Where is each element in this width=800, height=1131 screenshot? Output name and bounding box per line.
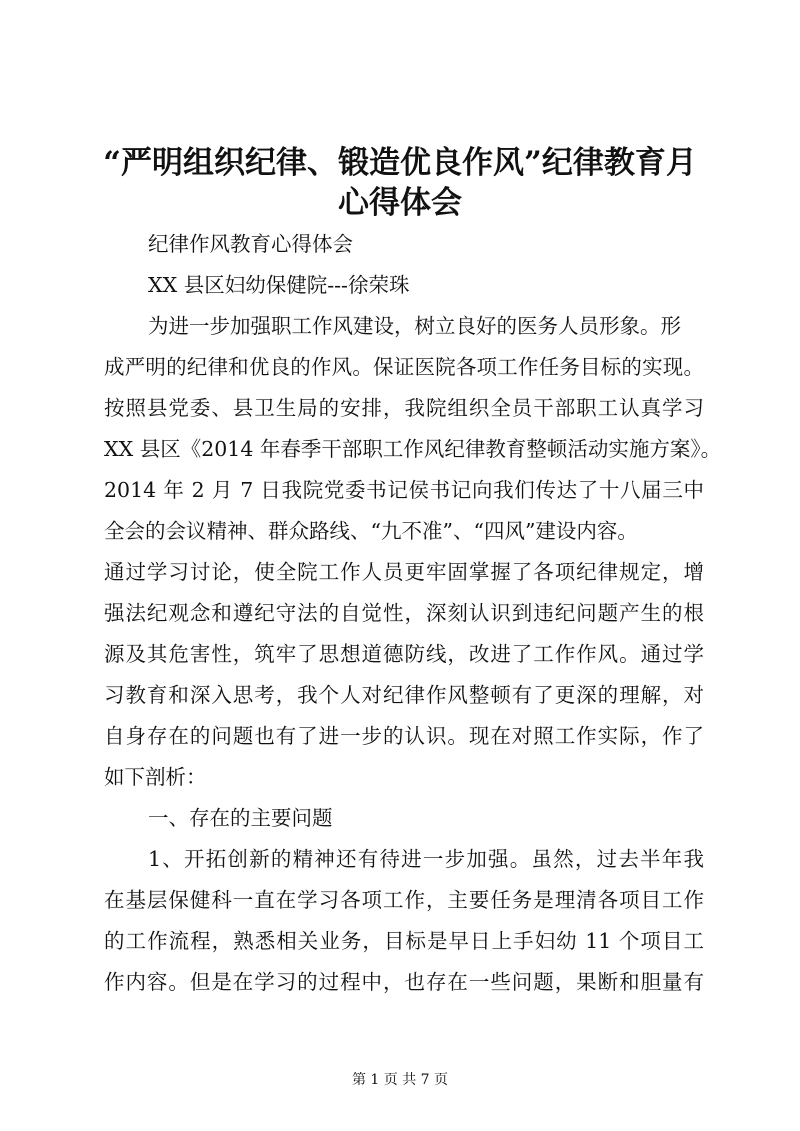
paragraph-1-line: 全会的会议精神、群众路线、“九不准”、“四风”建设内容。 bbox=[104, 519, 638, 543]
paragraph-1-line: 通过学习讨论，使全院工作人员更牢固掌握了各项纪律规定，增 bbox=[104, 560, 704, 584]
paragraph-1-line: 2014 年 2 月 7 日我院党委书记侯书记向我们传达了十八届三中 bbox=[104, 478, 704, 502]
paragraph-1-line: 自身存在的问题也有了进一步的认识。现在对照工作实际，作了 bbox=[104, 724, 704, 748]
author-line: XX 县区妇幼保健院---徐荣珠 bbox=[148, 273, 410, 297]
paragraph-1-line: 习教育和深入思考，我个人对纪律作风整顿有了更深的理解，对 bbox=[104, 683, 704, 707]
document-title-line-2: 心得体会 bbox=[338, 185, 462, 221]
paragraph-1-line: 按照县党委、县卫生局的安排，我院组织全员干部职工认真学习 bbox=[104, 396, 704, 420]
paragraph-1-line: 强法纪观念和遵纪守法的自觉性，深刻认识到违纪问题产生的根 bbox=[104, 601, 704, 625]
paragraph-1-line: 成严明的纪律和优良的作风。保证医院各项工作任务目标的实现。 bbox=[104, 355, 704, 379]
document-title-line-1: “严明组织纪律、锻造优良作风”纪律教育月 bbox=[103, 145, 697, 181]
paragraph-2-line: 在基层保健科一直在学习各项工作，主要任务是理清各项目工作 bbox=[104, 888, 704, 912]
paragraph-2-line: 作内容。但是在学习的过程中，也存在一些问题，果断和胆量有 bbox=[104, 970, 704, 994]
paragraph-1-line: 源及其危害性，筑牢了思想道德防线，改进了工作作风。通过学 bbox=[104, 642, 704, 666]
subtitle: 纪律作风教育心得体会 bbox=[148, 232, 353, 256]
paragraph-1-line: XX 县区《2014 年春季干部职工作风纪律教育整顿活动实施方案》。 bbox=[104, 437, 722, 461]
paragraph-2-line: 的工作流程，熟悉相关业务，目标是早日上手妇幼 11 个项目工 bbox=[104, 929, 704, 953]
paragraph-2-line: 1、开拓创新的精神还有待进一步加强。虽然，过去半年我 bbox=[148, 847, 704, 871]
page-number-footer: 第 1 页 共 7 页 bbox=[351, 1072, 449, 1088]
paragraph-1-line: 如下剖析： bbox=[104, 765, 207, 789]
paragraph-1-line: 为进一步加强职工作风建设，树立良好的医务人员形象。形 bbox=[148, 314, 681, 338]
section-heading: 一、存在的主要问题 bbox=[148, 806, 333, 830]
